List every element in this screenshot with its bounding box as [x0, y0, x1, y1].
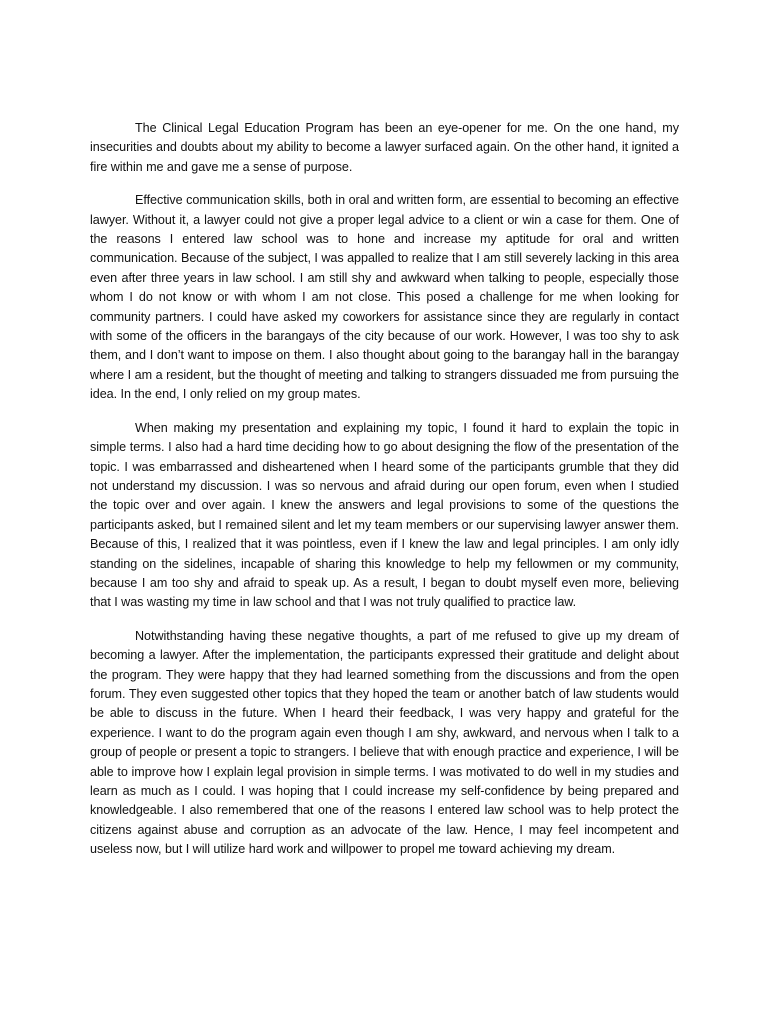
document-body	[90, 119, 679, 874]
paragraph-3: When making my presentation and explaining my topic, I found it hard to explain the topic in simple terms. I also had a hard time deciding how to go about designing the flow of the presentation of the topic. I was embarrassed and disheartened when I heard some of the participants grumble that they did not understand my discussion. I was so nervous and afraid during our open forum, even when I studied the topic over and over again. I knew the answers and legal provisions to some of the questions the participants asked, but I remained silent and let my team members or our supervising lawyer answer them. Because of this, I realized that it was pointless, even if I knew the law and legal principles. I am only idly standing on the sidelines, incapable of sharing this knowledge to help my fellowmen or my community, because I am too shy and afraid to speak up. As a result, I began to doubt myself even more, believing that I was wasting my time in law school and that I was not truly qualified to practice law.	[90, 420, 679, 610]
paragraph-4: Notwithstanding having these negative thoughts, a part of me refused to give up my dream of becoming a lawyer. After the implementation, the participants expressed their gratitude and delight about the program. They were happy that they had learned something from the discussions and from the open forum. They even suggested other topics that they hoped the team or another batch of law students would be able to discuss in the future. When I heard their feedback, I was very happy and grateful for the experience. I want to do the program again even though I am shy, awkward, and nervous when I talk to a group of people or present a topic to strangers. I believe that with enough practice and experience, I will be able to improve how I explain legal provision in simple terms. I was motivated to do well in my studies and learn as much as I could. I was hoping that I could increase my self-confidence by being prepared and knowledgeable. I also remembered that one of the reasons I entered law school was to help protect the citizens against abuse and corruption as an advocate of the law. Hence, I may feel incompetent and useless now, but I will utilize hard work and willpower to propel me toward achieving my dream.	[90, 628, 679, 857]
paragraph-1: The Clinical Legal Education Program has been an eye-opener for me. On the one hand, my insecurities and doubts about my ability to become a lawyer surfaced again. On the other hand, it ignited a fire within me and gave me a sense of purpose.	[90, 121, 679, 174]
paragraph-2: Effective communication skills, both in oral and written form, are essential to becoming an effective lawyer. Without it, a lawyer could not give a proper legal advice to a client or win a case for them. One of the reasons I entered law school was to hone and increase my aptitude for oral and written communication. Because of the subject, I was appalled to realize that I am still severely lacking in this area even after three years in law school. I am still shy and awkward when talking to people, especially those whom I do not know or with whom I am not close. This posed a challenge for me when looking for community partners. I could have asked my coworkers for assistance since they are regularly in contact with some of the officers in the barangays of the city because of our work. However, I was too shy to ask them, and I don’t want to impose on them. I also thought about going to the barangay hall in the barangay where I am a resident, but the thought of meeting and talking to strangers dissuaded me from pursuing the idea. In the end, I only relied on my group mates.	[90, 193, 679, 402]
